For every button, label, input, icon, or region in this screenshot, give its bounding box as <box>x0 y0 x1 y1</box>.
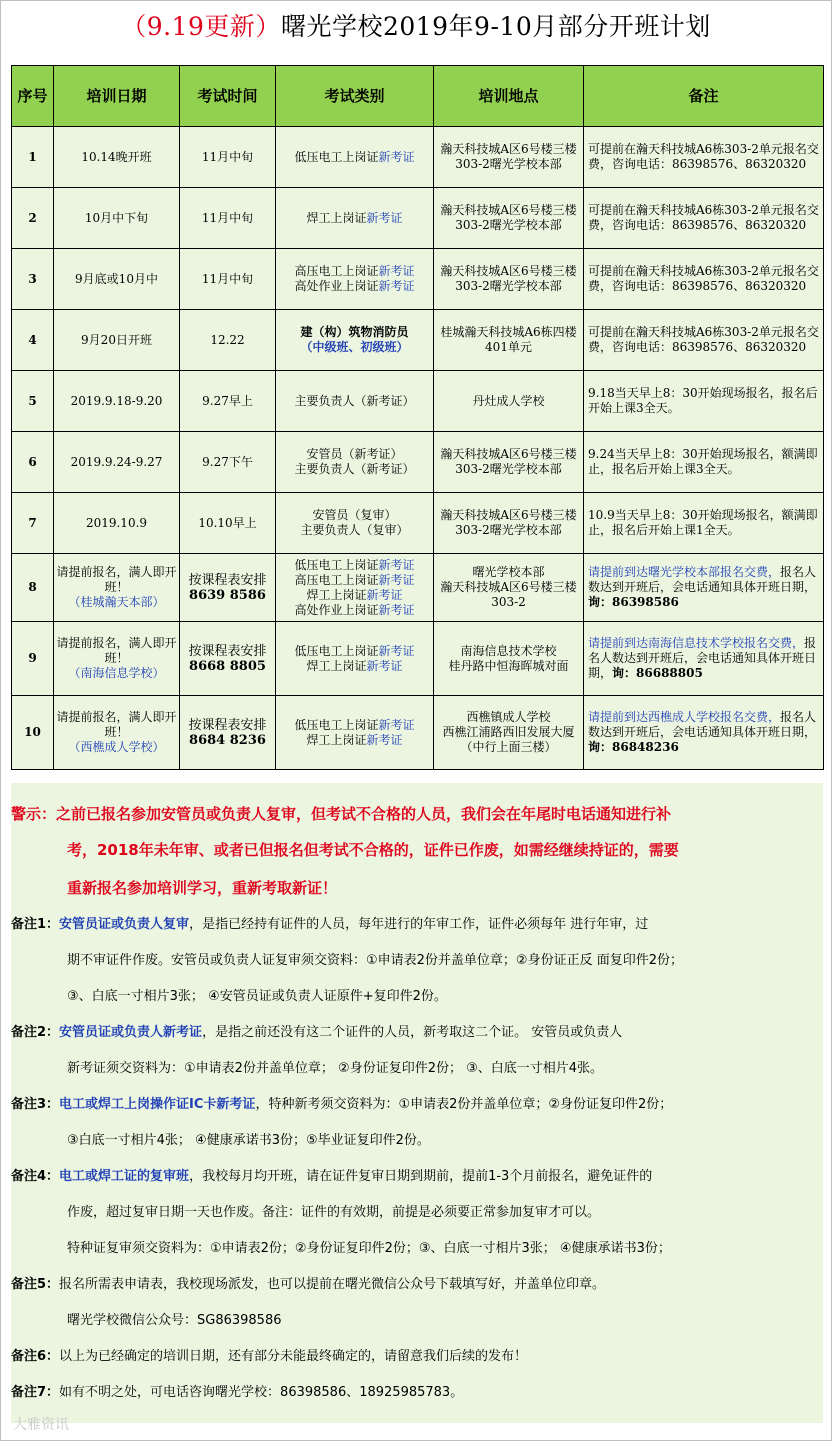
train-location: 瀚天科技城A区6号楼三楼303-2曙光学校本部 <box>434 493 584 554</box>
train-date: 请提前报名，满人即开班！ （桂城瀚天本部） <box>54 554 180 622</box>
train-location: 瀚天科技城A区6号楼三楼303-2曙光学校本部 <box>434 249 584 310</box>
row-number: 9 <box>12 622 54 696</box>
row-note: 9.18当天早上8：30开始现场报名，报名后开始上课3全天。 <box>584 371 824 432</box>
exam-time: 9.27早上 <box>180 371 276 432</box>
row-note: 10.9当天早上8：30开始现场报名，额满即止，报名后开始上课1全天。 <box>584 493 824 554</box>
exam-time: 按课程表安排 8668 8805 <box>180 622 276 696</box>
exam-time: 9.27下午 <box>180 432 276 493</box>
train-location: 瀚天科技城A区6号楼三楼303-2曙光学校本部 <box>434 188 584 249</box>
train-location: 西樵镇成人学校 西樵江浦路西旧发展大厦（中行上面三楼） <box>434 696 584 770</box>
table-row <box>12 310 824 371</box>
note-2: 备注2：安管员证或负责人新考证，是指之前还没有这二个证件的人员，新考取这二个证。 安管员或负责人 <box>11 1025 623 1040</box>
notes-section <box>11 783 823 1423</box>
table-row <box>12 493 824 554</box>
exam-time: 11月中旬 <box>180 188 276 249</box>
exam-time: 按课程表安排 8684 8236 <box>180 696 276 770</box>
row-number: 4 <box>12 310 54 371</box>
warning-line-2: 考，2018年未年审、或者已但报名但考试不合格的，证件已作废，如需经继续持证的，需要 <box>67 841 679 859</box>
exam-category: 高压电工上岗证新考证 高处作业上岗证新考证 <box>276 249 434 310</box>
train-date: 请提前报名，满人即开班！ （西樵成人学校） <box>54 696 180 770</box>
train-date: 2019.9.24-9.27 <box>54 432 180 493</box>
note-1: 备注1：安管员证或负责人复审，是指已经持有证件的人员，每年进行的年审工作，证件必须每年 进行年审，过 <box>11 917 649 932</box>
row-number: 7 <box>12 493 54 554</box>
class-schedule-table <box>11 65 824 770</box>
exam-category: 主要负责人（新考证） <box>276 371 434 432</box>
exam-category: 低压电工上岗证新考证 高压电工上岗证新考证 焊工上岗证新考证 高处作业上岗证新考证 <box>276 554 434 622</box>
row-number: 10 <box>12 696 54 770</box>
warning-line-1: 警示：之前已报名参加安管员或负责人复审，但考试不合格的人员，我们会在年尾时电话通知进行补 <box>11 805 672 823</box>
table-row <box>12 696 824 770</box>
header-cell: 备注 <box>584 66 824 127</box>
train-location: 曙光学校本部 瀚天科技城A区6号楼三楼303-2 <box>434 554 584 622</box>
note-1-line-2: 期不审证件作废。安管员或负责人证复审须交资料：①申请表2份并盖单位章；②身份证正反 面复印件2份； <box>67 953 683 968</box>
title-update-tag: （9.19更新） <box>121 12 281 41</box>
train-date: 2019.9.18-9.20 <box>54 371 180 432</box>
train-location: 瀚天科技城A区6号楼三楼303-2曙光学校本部 <box>434 432 584 493</box>
header-cell: 考试时间 <box>180 66 276 127</box>
note-4: 备注4：电工或焊工证的复审班，我校每月均开班，请在证件复审日期到期前，提前1-3个月前报名，避免证件的 <box>11 1169 653 1184</box>
row-number: 2 <box>12 188 54 249</box>
note-6: 备注6：以上为已经确定的培训日期，还有部分未能最终确定的，请留意我们后续的发布！ <box>11 1349 528 1364</box>
exam-category: 低压电工上岗证新考证 焊工上岗证新考证 <box>276 622 434 696</box>
exam-category: 建（构）筑物消防员 （中级班、初级班） <box>276 310 434 371</box>
train-location: 瀚天科技城A区6号楼三楼303-2曙光学校本部 <box>434 127 584 188</box>
table-row <box>12 554 824 622</box>
row-note: 可提前在瀚天科技城A6栋303-2单元报名交费，咨询电话：86398576、86320320 <box>584 249 824 310</box>
exam-time: 11月中旬 <box>180 127 276 188</box>
row-number: 1 <box>12 127 54 188</box>
note-7: 备注7：如有不明之处，可电话咨询曙光学校：86398586、18925985783。 <box>11 1385 464 1400</box>
note-3: 备注3：电工或焊工上岗操作证IC卡新考证，特种新考须交资料为：①申请表2份并盖单位章；②身份证复印件2份； <box>11 1097 673 1112</box>
watermark: 大雅资讯 <box>13 1417 69 1433</box>
row-note: 请提前到达西樵成人学校报名交费，报名人数达到开班后，会电话通知具体开班日期，询：86848236 <box>584 696 824 770</box>
warning-line-3: 重新报名参加培训学习，重新考取新证！ <box>67 879 338 897</box>
table-row <box>12 249 824 310</box>
table-header-row <box>12 66 824 127</box>
table-row <box>12 188 824 249</box>
header-cell: 培训日期 <box>54 66 180 127</box>
exam-time: 按课程表安排 8639 8586 <box>180 554 276 622</box>
row-number: 8 <box>12 554 54 622</box>
row-note: 请提前到达南海信息技术学校报名交费，报名人数达到开班后，会电话通知具体开班日期，询：86688805 <box>584 622 824 696</box>
row-note: 9.24当天早上8：30开始现场报名，额满即止，报名后开始上课3全天。 <box>584 432 824 493</box>
header-cell: 考试类别 <box>276 66 434 127</box>
train-date: 请提前报名，满人即开班！ （南海信息学校） <box>54 622 180 696</box>
row-number: 5 <box>12 371 54 432</box>
table-row <box>12 622 824 696</box>
page-title <box>1 1 831 53</box>
table-row <box>12 127 824 188</box>
row-note: 请提前到达曙光学校本部报名交费，报名人数达到开班后，会电话通知具体开班日期，询：86398586 <box>584 554 824 622</box>
exam-category: 低压电工上岗证新考证 焊工上岗证新考证 <box>276 696 434 770</box>
train-date: 9月20日开班 <box>54 310 180 371</box>
exam-category: 低压电工上岗证新考证 <box>276 127 434 188</box>
note-2-line-2: 新考证须交资料为：①申请表2份并盖单位章； ②身份证复印件2份； ③、白底一寸相片4张。 <box>67 1061 604 1076</box>
row-number: 6 <box>12 432 54 493</box>
train-date: 10.14晚开班 <box>54 127 180 188</box>
exam-category: 焊工上岗证新考证 <box>276 188 434 249</box>
title-main: 曙光学校2019年9-10月部分开班计划 <box>280 12 711 41</box>
note-4-line-3: 特种证复审须交资料为：①申请表2份；②身份证复印件2份；③、白底一寸相片3张； ④健康承诺书3份； <box>67 1241 671 1256</box>
exam-time: 10.10早上 <box>180 493 276 554</box>
train-date: 10月中下旬 <box>54 188 180 249</box>
row-note: 可提前在瀚天科技城A6栋303-2单元报名交费，咨询电话：86398576、86320320 <box>584 127 824 188</box>
train-location: 南海信息技术学校 桂丹路中恒海晖城对面 <box>434 622 584 696</box>
table-row <box>12 371 824 432</box>
header-cell: 序号 <box>12 66 54 127</box>
exam-time: 11月中旬 <box>180 249 276 310</box>
train-date: 2019.10.9 <box>54 493 180 554</box>
row-number: 3 <box>12 249 54 310</box>
note-5: 备注5：报名所需表申请表，我校现场派发，也可以提前在曙光微信公众号下载填写好，并盖单位印章。 <box>11 1277 606 1292</box>
note-3-line-2: ③白底一寸相片4张； ④健康承诺书3份；⑤毕业证复印件2份。 <box>67 1133 430 1148</box>
row-note: 可提前在瀚天科技城A6栋303-2单元报名交费，咨询电话：86398576、86320320 <box>584 188 824 249</box>
note-4-line-2: 作废，超过复审日期一天也作废。备注：证件的有效期，前提是必须要正常参加复审才可以。 <box>67 1205 601 1220</box>
note-5-line-2: 曙光学校微信公众号：SG86398586 <box>67 1313 282 1328</box>
header-cell: 培训地点 <box>434 66 584 127</box>
train-location: 丹灶成人学校 <box>434 371 584 432</box>
train-location: 桂城瀚天科技城A6栋四楼401单元 <box>434 310 584 371</box>
train-date: 9月底或10月中 <box>54 249 180 310</box>
table-row <box>12 432 824 493</box>
row-note: 可提前在瀚天科技城A6栋303-2单元报名交费，咨询电话：86398576、86320320 <box>584 310 824 371</box>
exam-time: 12.22 <box>180 310 276 371</box>
exam-category: 安管员（新考证） 主要负责人（新考证） <box>276 432 434 493</box>
note-1-line-3: ③、白底一寸相片3张； ④安管员证或负责人证原件+复印件2份。 <box>67 989 447 1004</box>
exam-category: 安管员（复审） 主要负责人（复审） <box>276 493 434 554</box>
